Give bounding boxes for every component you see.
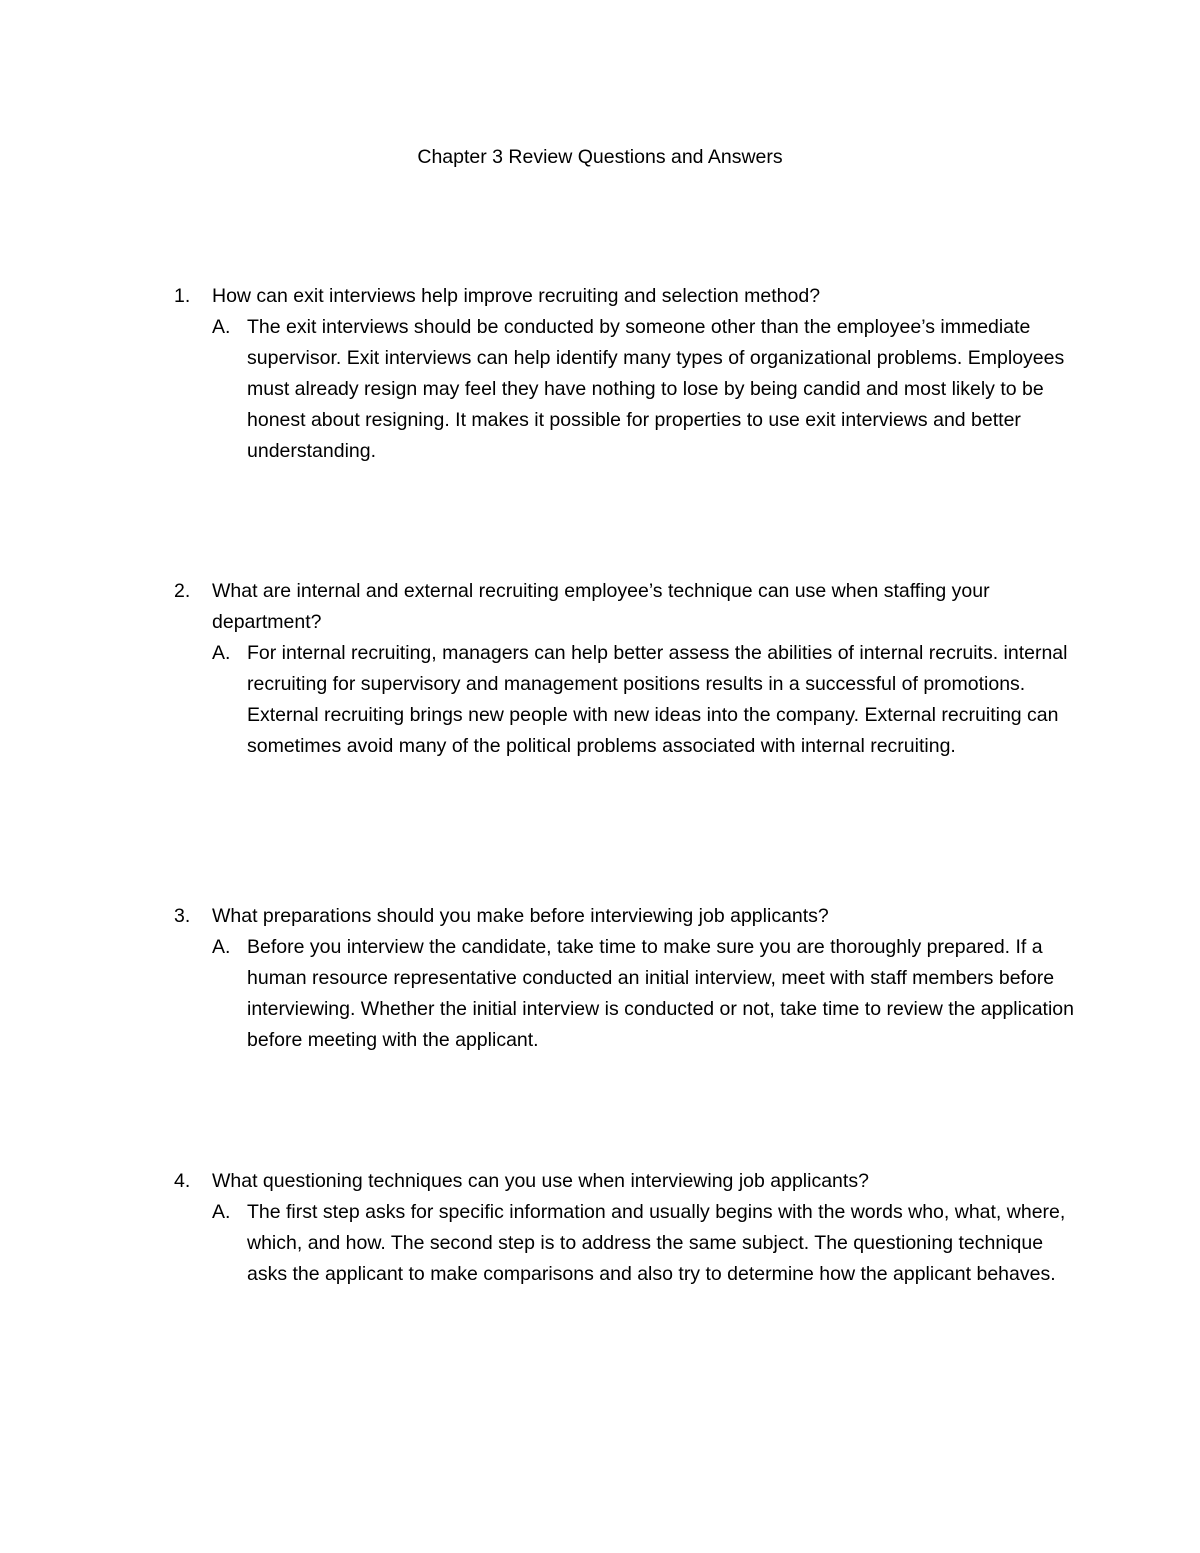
question-number: 2. <box>174 580 191 602</box>
question-text: How can exit interviews help improve recruiting and selection method? <box>212 285 821 307</box>
answer-text: For internal recruiting, managers can help better assess the abilities of internal recruits. internal recruiting for supervisory and management positions results in a successful of promotions. External recruiting brings new people with new ideas into the company. External recruiting can sometimes avoid many of the political problems associated with internal recruiting. <box>247 642 1068 757</box>
question-number: 1. <box>174 285 191 307</box>
answer-1 <box>174 312 1074 467</box>
qa-item-1 <box>174 281 1074 467</box>
qa-item-2 <box>174 576 1074 762</box>
question-text: What questioning techniques can you use when interviewing job applicants? <box>212 1170 869 1192</box>
question-4 <box>174 1166 1074 1197</box>
answer-letter: A. <box>212 1201 231 1223</box>
answer-letter: A. <box>212 936 231 958</box>
question-2 <box>174 576 1074 638</box>
question-3 <box>174 901 1074 932</box>
answer-3 <box>174 932 1074 1056</box>
question-number: 4. <box>174 1170 191 1192</box>
answer-4 <box>174 1197 1074 1290</box>
question-text: What are internal and external recruiting employee’s technique can use when staffing your department? <box>212 580 990 633</box>
answer-letter: A. <box>212 642 231 664</box>
qa-item-4 <box>174 1166 1074 1290</box>
question-1 <box>174 281 1074 312</box>
question-text: What preparations should you make before interviewing job applicants? <box>212 905 829 927</box>
answer-text: Before you interview the candidate, take time to make sure you are thoroughly prepared. If a human resource representative conducted an initial interview, meet with staff members before interviewing. Whether the initial interview is conducted or not, take time to review the application before meeting with the applicant. <box>247 936 1074 1051</box>
page-title: Chapter 3 Review Questions and Answers <box>417 146 783 168</box>
question-number: 3. <box>174 905 191 927</box>
answer-letter: A. <box>212 316 231 338</box>
answer-text: The exit interviews should be conducted by someone other than the employee’s immediate supervisor. Exit interviews can help identify many types of organizational problems. Employees must already resign may feel they have nothing to lose by being candid and most likely to be honest about resigning. It makes it possible for properties to use exit interviews and better understanding. <box>247 316 1065 462</box>
qa-item-3 <box>174 901 1074 1056</box>
answer-text: The first step asks for specific information and usually begins with the words who, what, where, which, and how. The second step is to address the same subject. The questioning technique asks the applicant to make comparisons and also try to determine how the applicant behaves. <box>247 1201 1066 1285</box>
answer-2 <box>174 638 1074 762</box>
